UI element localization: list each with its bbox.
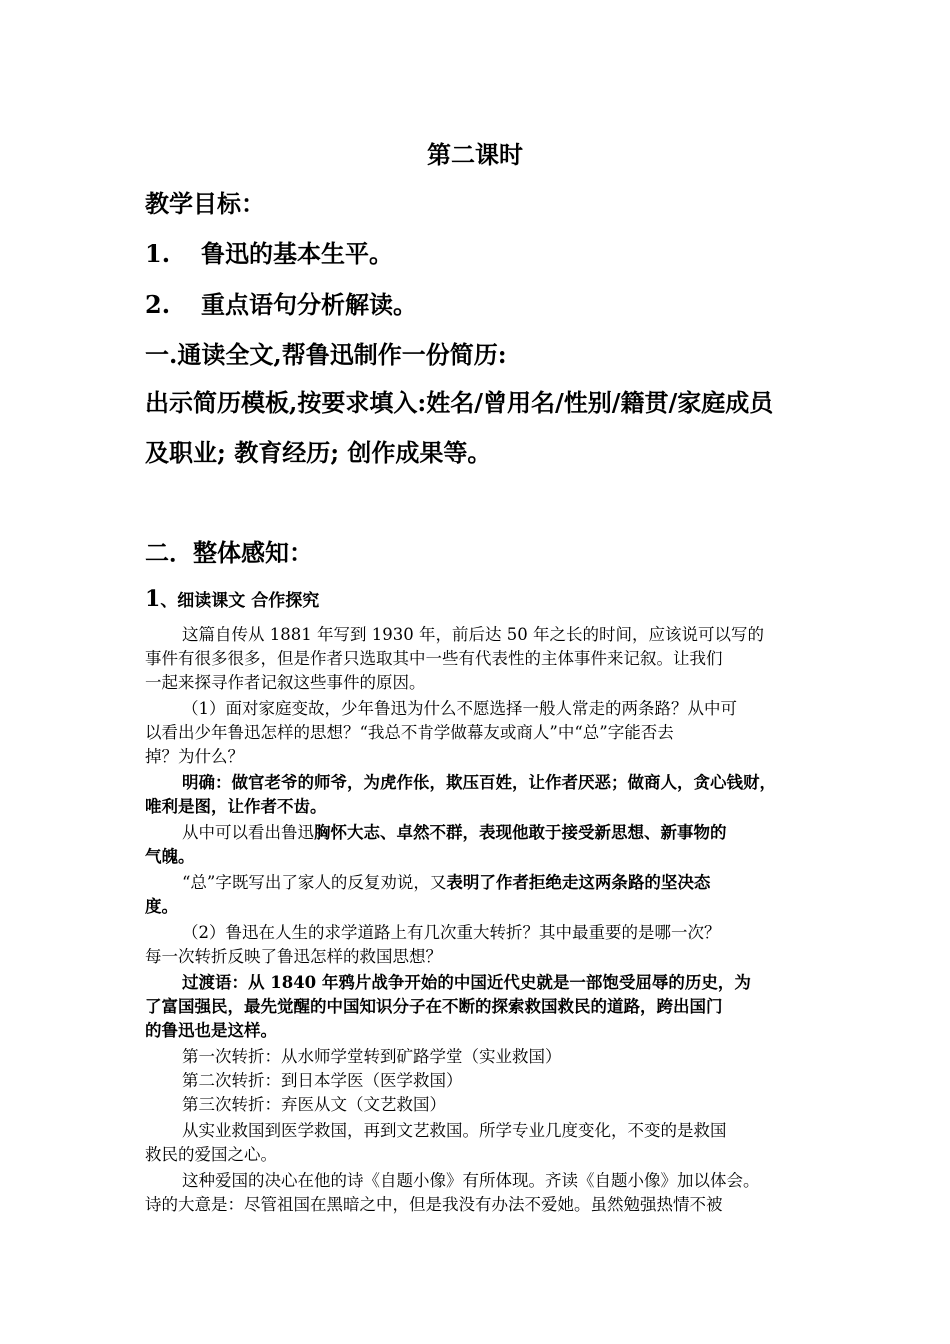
section2-subheading (145, 586, 319, 612)
question-line: 以看出少年鲁迅怎样的思想？“我总不肯学做幕友或商人”中“总”字能否去 (145, 723, 674, 742)
answer-line: 唯利是图，让作者不齿。 (145, 797, 327, 816)
subheading-number: 1 (145, 586, 161, 612)
question-line: 掉？为什么？ (145, 747, 244, 766)
question-line: （2）鲁迅在人生的求学道路上有几次重大转折？其中最重要的是哪一次？ (182, 923, 721, 942)
answer-line: 度。 (145, 897, 178, 916)
section1-line-2: 及职业; 教育经历; 创作成果等。 (145, 438, 492, 467)
transition-line: 过渡语：从 1840 年鸦片战争开始的中国近代史就是一部饱受屈辱的历史，为 (182, 973, 751, 992)
summary-line: 这种爱国的决心在他的诗《自题小像》有所体现。齐读《自题小像》加以体会。 (182, 1171, 760, 1190)
section1-heading: 一.通读全文,帮鲁迅制作一份简历: (145, 340, 507, 369)
bold-text: 胸怀大志、卓然不群，表现他敢于接受新思想、新事物的 (314, 823, 727, 842)
objective-text: 鲁迅的基本生平。 (201, 239, 393, 268)
answer-line: 明确：做官老爷的师爷，为虎作伥，欺压百姓，让作者厌恶；做商人，贪心钱财， (182, 773, 776, 792)
section1-line-1: 出示简历模板,按要求填入:姓名/曾用名/性别/籍贯/家庭成员 (145, 388, 774, 417)
objectives-heading: 教学目标： (145, 189, 265, 218)
answer-line (182, 871, 710, 895)
paragraph-line: 事件有很多很多，但是作者只选取其中一些有代表性的主体事件来记叙。让我们 (145, 649, 723, 668)
turning-point-3: 第三次转折：弃医从文（文艺救国） (182, 1095, 446, 1114)
plain-text: 从中可以看出鲁迅 (182, 823, 314, 842)
plain-text: “总”字既写出了家人的反复劝说，又 (182, 873, 447, 892)
question-line: （1）面对家庭变故，少年鲁迅为什么不愿选择一般人常走的两条路？从中可 (182, 699, 737, 718)
answer-line (182, 821, 727, 845)
objective-number: 2. (145, 290, 171, 319)
subheading-text: 、细读课文 合作探究 (160, 591, 320, 611)
section2-heading: 二．整体感知： (145, 538, 313, 567)
objective-item-1 (145, 234, 393, 269)
transition-line: 了富国强民，最先觉醒的中国知识分子在不断的探索救国救民的道路，跨出国门 (145, 997, 723, 1016)
bold-text: 表明了作者拒绝走这两条路的坚决态 (446, 873, 711, 892)
paragraph-line: 一起来探寻作者记叙这些事件的原因。 (145, 673, 426, 692)
objective-number: 1. (145, 239, 171, 268)
turning-point-2: 第二次转折：到日本学医（医学救国） (182, 1071, 463, 1090)
turning-point-1: 第一次转折：从水师学堂转到矿路学堂（实业救国） (182, 1047, 562, 1066)
summary-line: 从实业救国到医学救国，再到文艺救国。所学专业几度变化，不变的是救国 (182, 1121, 727, 1140)
summary-line: 救民的爱国之心。 (145, 1145, 277, 1164)
paragraph-line: 这篇自传从 1881 年写到 1930 年，前后达 50 年之长的时间，应该说可以写的 (182, 625, 764, 644)
question-line: 每一次转折反映了鲁迅怎样的救国思想？ (145, 947, 442, 966)
objective-item-2 (145, 285, 417, 320)
summary-line: 诗的大意是：尽管祖国在黑暗之中，但是我没有办法不爱她。虽然勉强热情不被 (145, 1195, 723, 1214)
answer-line: 气魄。 (145, 847, 195, 866)
page-title: 第二课时 (427, 140, 523, 169)
objective-text: 重点语句分析解读。 (201, 290, 417, 319)
transition-line: 的鲁迅也是这样。 (145, 1021, 277, 1040)
